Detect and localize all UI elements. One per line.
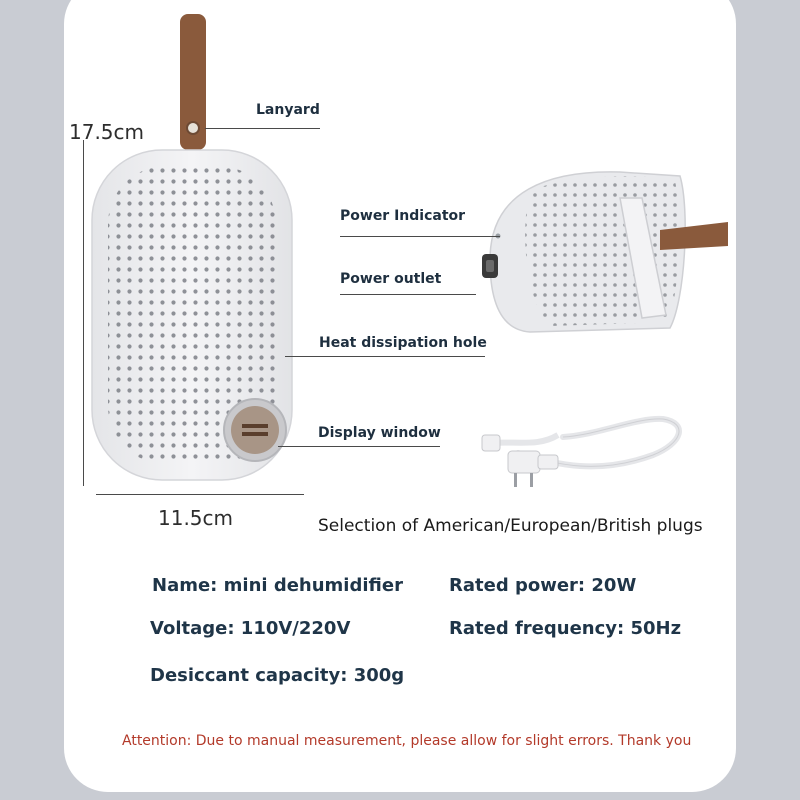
power-indicator-leader <box>340 236 500 237</box>
power-cable-illustration <box>478 405 693 500</box>
plug-head <box>508 451 540 473</box>
power-outlet-leader <box>340 294 476 295</box>
lanyard-rivet <box>187 122 199 134</box>
display-window-leader <box>278 446 440 447</box>
spec-voltage: Voltage: 110V/220V <box>150 618 351 639</box>
height-dimension-label: 17.5cm <box>69 120 145 144</box>
power-outlet-label: Power outlet <box>340 271 442 287</box>
spec-desiccant: Desiccant capacity: 300g <box>150 665 405 686</box>
connector <box>538 455 558 469</box>
attention-note: Attention: Due to manual measurement, please allow for slight errors. Thank you <box>122 733 692 749</box>
height-dimension-line <box>83 140 84 486</box>
spec-name: Name: mini dehumidifier <box>152 575 403 596</box>
power-indicator-label: Power Indicator <box>340 208 466 224</box>
display-window-inner <box>231 406 279 454</box>
heat-hole-label: Heat dissipation hole <box>319 335 487 351</box>
spec-rated-frequency: Rated frequency: 50Hz <box>449 618 682 639</box>
front-view-illustration <box>80 0 340 500</box>
width-dimension-label: 11.5cm <box>158 506 234 530</box>
width-dimension-line <box>96 494 304 495</box>
lanyard-label: Lanyard <box>256 102 320 118</box>
heat-hole-leader <box>285 356 485 357</box>
plugs-caption: Selection of American/European/British plugs <box>318 516 703 536</box>
display-window-label: Display window <box>318 425 441 441</box>
side-view-illustration <box>470 150 740 350</box>
lanyard-leader <box>205 128 320 129</box>
spec-rated-power: Rated power: 20W <box>449 575 637 596</box>
